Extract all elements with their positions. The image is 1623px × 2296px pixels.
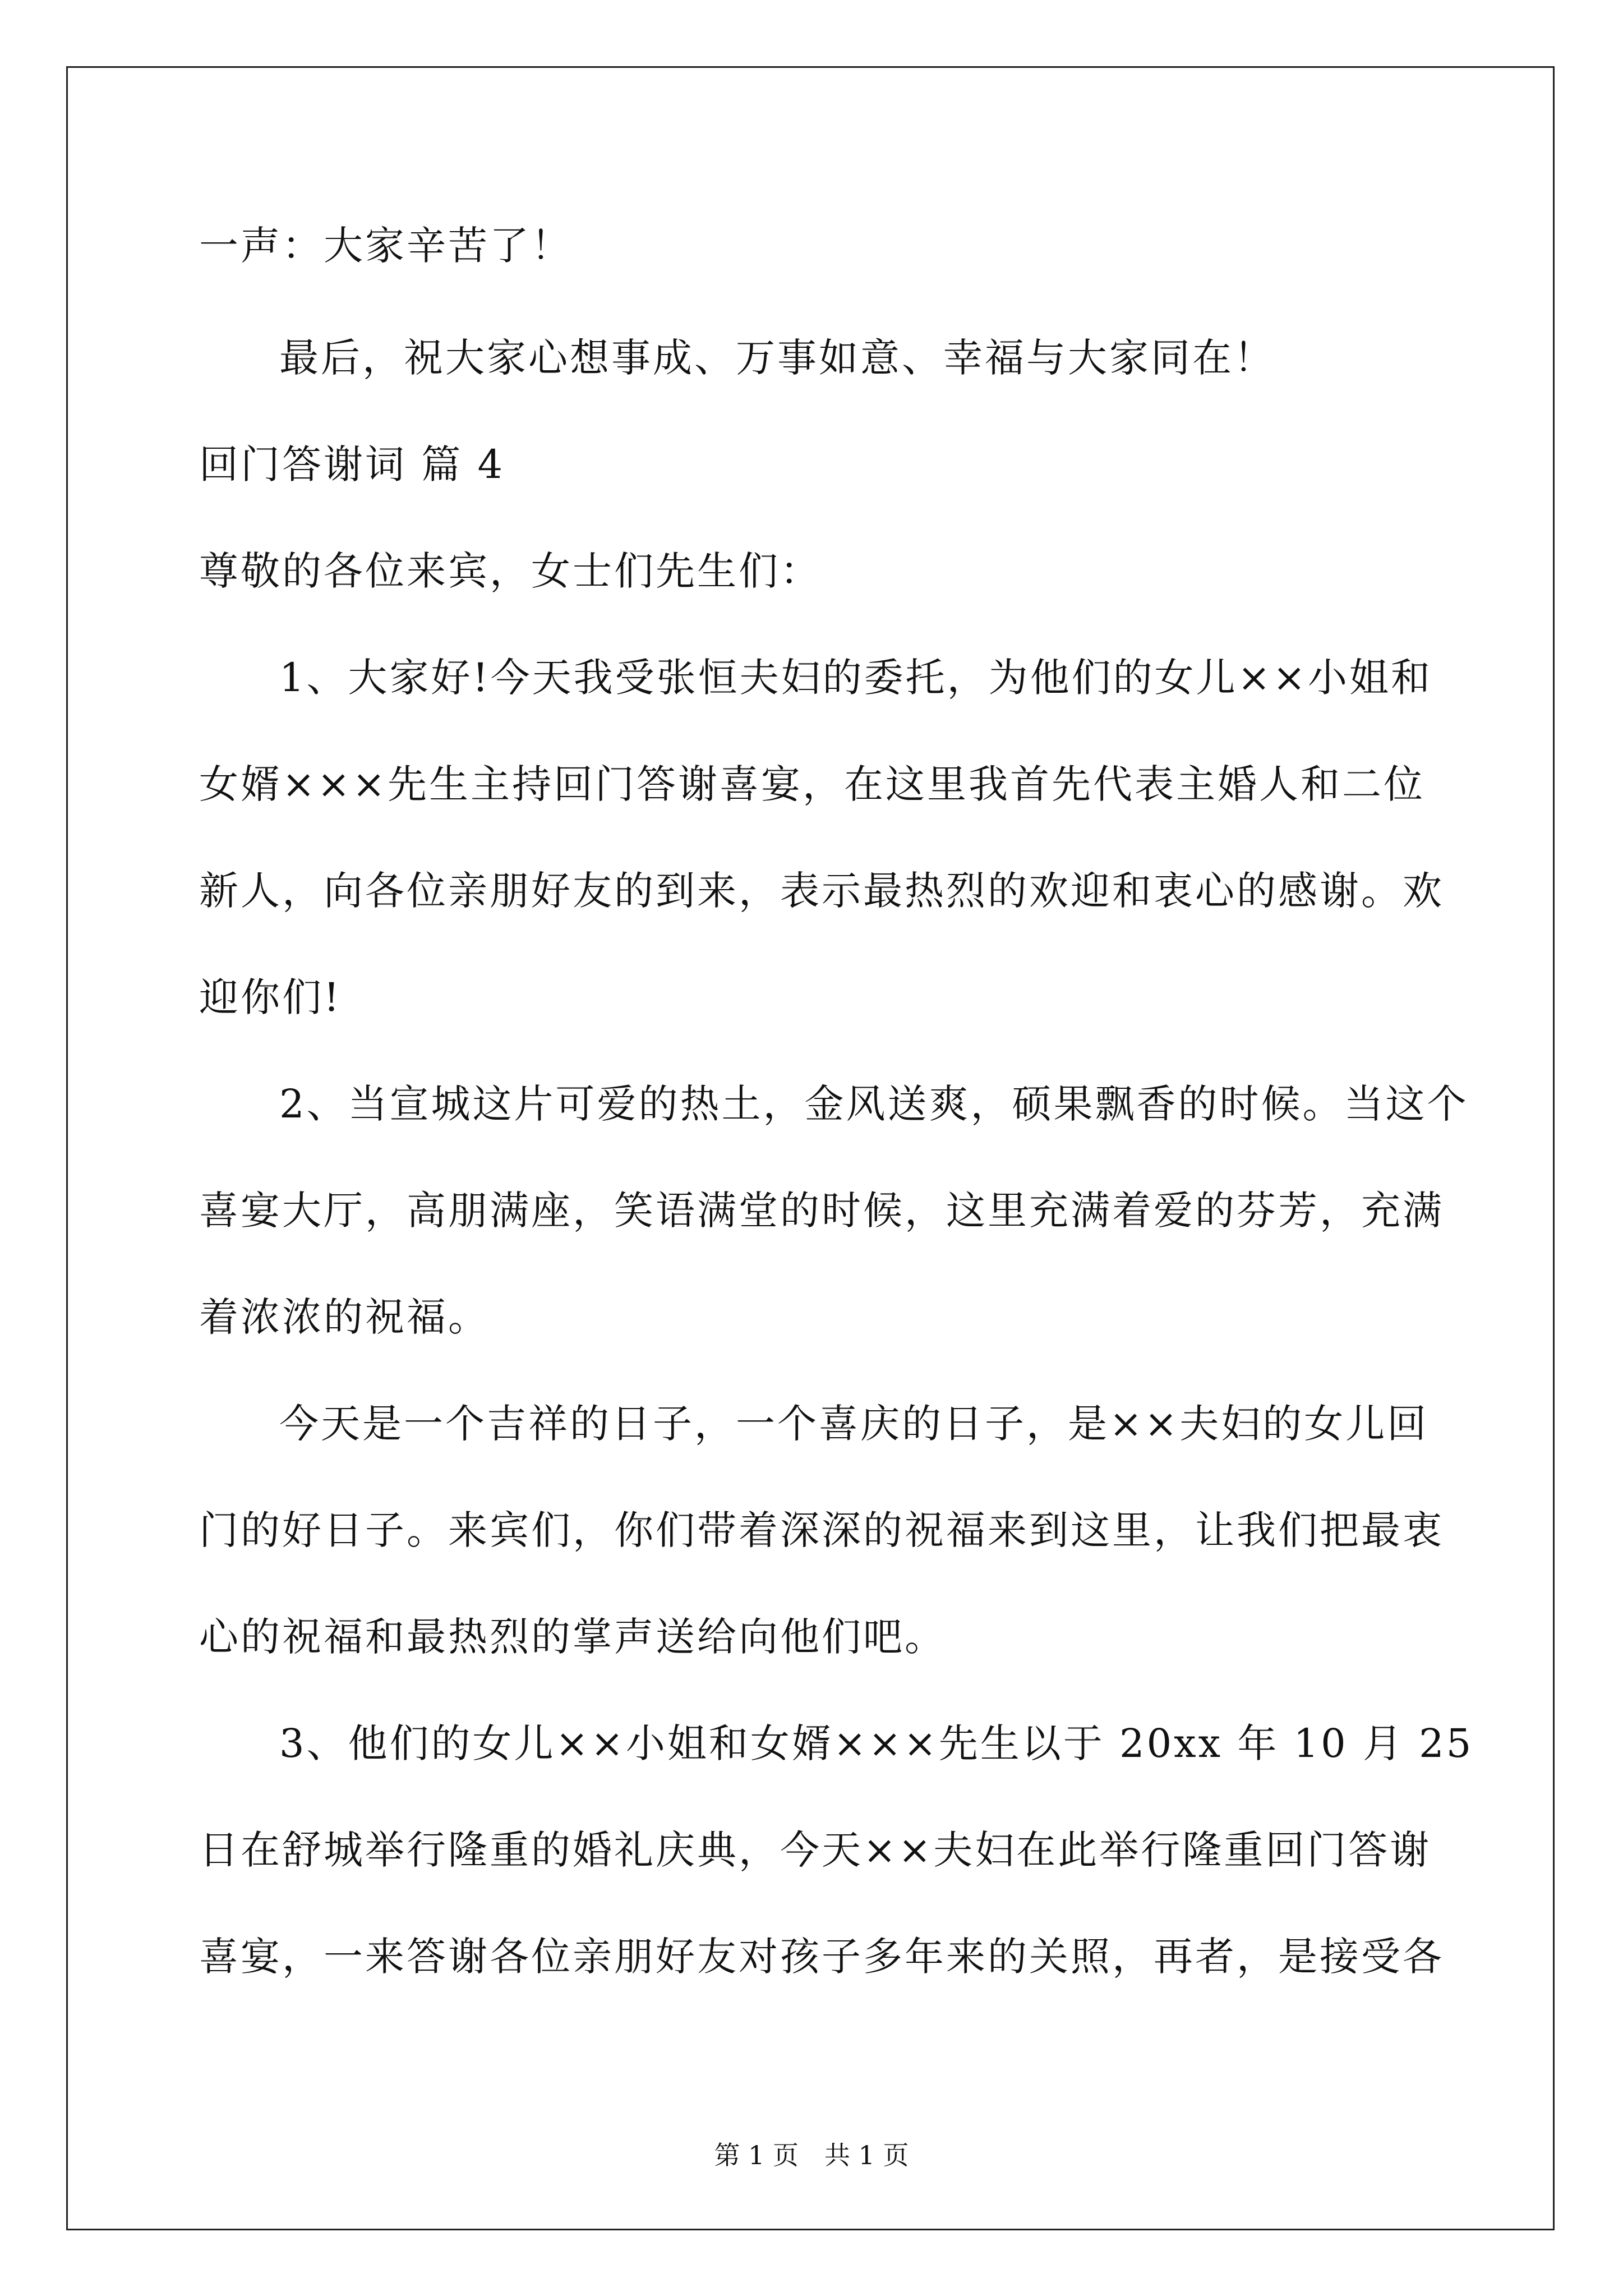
text-line-8: 迎你们! [199,974,342,1020]
text-line-15: 3、他们的女儿××小姐和女婿×××先生以于 20xx 年 10 月 25 [279,1720,1474,1766]
text-line-10: 喜宴大厅，高朋满座，笑语满堂的时候，这里充满着爱的芬芳，充满 [199,1188,1444,1234]
section-heading: 回门答谢词 篇 4 [199,441,505,487]
text-line-12: 今天是一个吉祥的日子，一个喜庆的日子，是××夫妇的女儿回 [279,1401,1429,1447]
text-line-1: 一声：大家辛苦了！ [199,223,573,269]
text-line-5: 1、大家好!今天我受张恒夫妇的委托，为他们的女儿××小姐和 [279,655,1432,701]
page-footer: 第 1 页 共 1 页 [714,2140,909,2170]
text-line-16: 日在舒城举行隆重的婚礼庆典，今天××夫妇在此举行隆重回门答谢 [199,1827,1432,1873]
salutation: 尊敬的各位来宾，女士们先生们： [199,548,822,594]
text-line-13: 门的好日子。来宾们，你们带着深深的祝福来到这里，让我们把最衷 [199,1507,1444,1553]
text-line-14: 心的祝福和最热烈的掌声送给向他们吧。 [199,1614,946,1660]
page-frame [66,66,1555,2230]
text-line-9: 2、当宣城这片可爱的热土，金风送爽，硕果飘香的时候。当这个 [279,1081,1469,1127]
text-line-6: 女婿×××先生主持回门答谢喜宴，在这里我首先代表主婚人和二位 [199,761,1425,807]
text-line-11: 着浓浓的祝福。 [199,1294,490,1340]
text-line-17: 喜宴，一来答谢各位亲朋好友对孩子多年来的关照，再者，是接受各 [199,1934,1444,1980]
text-line-7: 新人，向各位亲朋好友的到来，表示最热烈的欢迎和衷心的感谢。欢 [199,868,1444,914]
text-line-2: 最后，祝大家心想事成、万事如意、幸福与大家同在！ [279,335,1275,381]
